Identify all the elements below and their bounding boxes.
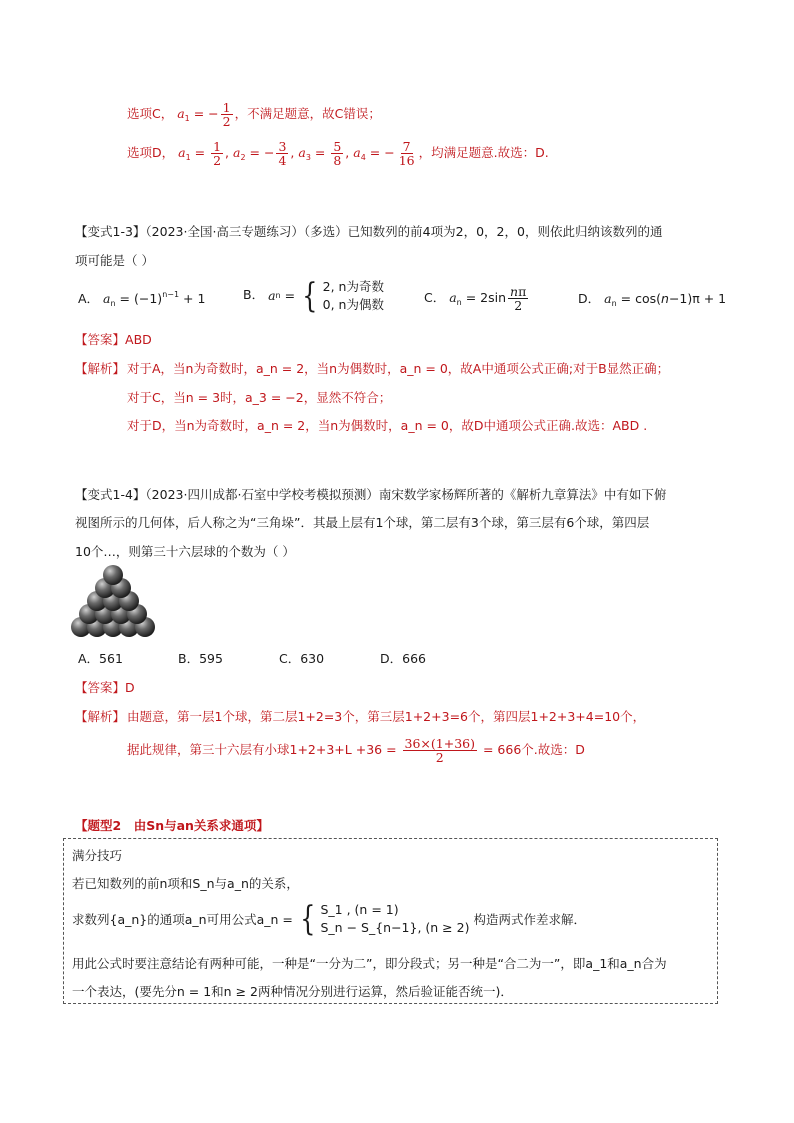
q14-choice-b: B．595 bbox=[178, 651, 223, 666]
q14-title: 【变式1-4】（2023·四川成都·石室中学校考模拟预测）南宋数学家杨辉所著的《解析九章算法》中有如下俯 bbox=[75, 487, 667, 502]
tips-case-2: S_n − S_{n−1}, (n ≥ 2) bbox=[320, 919, 470, 935]
q14-analysis-line-2: 据此规律，第三十六层有小球1+2+3+L +36 = $\frac{36\times(1+36)}{2}$ = 666个.故选：D bbox=[127, 736, 585, 766]
q13-analysis-line-2: 对于C，当n = 3时，a_3 = −2，显然不符合； bbox=[127, 390, 392, 405]
q13-analysis-label: 【解析】 bbox=[75, 361, 126, 376]
option-c-lead: 选项C， bbox=[127, 106, 174, 122]
tips-case-1: S_1 , (n = 1) bbox=[320, 902, 399, 917]
q13-analysis-line-3: 对于D，当n为奇数时，a_n = 2，当n为偶数时，a_n = 0，故D中通项公式正确.故选：ABD . bbox=[127, 418, 648, 433]
q13-case-even: 0, n为偶数 bbox=[322, 296, 384, 312]
option-d-tail: ，均满足题意.故选：D. bbox=[418, 145, 549, 161]
q14-choice-a: A．561 bbox=[78, 651, 123, 666]
section-heading: 【题型2 由Sn与an关系求通项】 bbox=[75, 818, 269, 833]
q13-title: 【变式1-3】（2023·全国·高三专题练习）（多选）已知数列的前4项为2，0，2，0，则依此归纳该数列的通 bbox=[75, 224, 663, 239]
option-c-line: 选项C， $a_1$ = − $\frac{1}{2}$ ，不满足题意，故C错误； bbox=[127, 100, 381, 130]
tips-line-1: 若已知数列的前n项和S_n与a_n的关系， bbox=[72, 876, 299, 891]
q14-choice-c: C．630 bbox=[279, 651, 325, 666]
q13-choice-a: A． $a_n = (-1)^{n-1} + 1$ bbox=[78, 290, 206, 308]
q13-case-odd: 2, n为奇数 bbox=[322, 279, 384, 294]
option-d-lead: 选项D， bbox=[127, 145, 175, 161]
q13-answer-value: ABD bbox=[125, 332, 152, 347]
q14-title-2: 视图所示的几何体，后人称之为“三角垛”．其最上层有1个球，第二层有3个球，第三层有6个球，第四层 bbox=[75, 515, 650, 530]
q13-title-2: 项可能是（ ） bbox=[75, 253, 154, 268]
q14-answer: 【答案】D bbox=[75, 680, 135, 695]
tips-title: 满分技巧 bbox=[72, 848, 123, 863]
q13-choice-c: C． $a_n = 2\sin$ $\frac{n\pi}{2}$ bbox=[424, 284, 527, 314]
option-c-tail: ，不满足题意，故C错误； bbox=[234, 106, 381, 122]
q13-answer: 【答案】ABD bbox=[75, 332, 152, 347]
q13-choice-d: D． $a_n = \cos(n-1)\pi + 1$ bbox=[578, 291, 727, 308]
tips-line-3: 用此公式时要注意结论有两种可能，一种是“一分为二”，即分段式；另一种是“合二为一”，即a_1和a_n合为 bbox=[72, 956, 667, 971]
q14-analysis-label: 【解析】 bbox=[75, 709, 126, 724]
q14-answer-value: D bbox=[125, 680, 135, 695]
tips-line-2: 求数列{a_n}的通项a_n可用公式a_n = { S_1 , (n = 1) S_n − S_{n−1}, (n ≥ 2) 构造两式作差求解． bbox=[72, 898, 586, 939]
option-d-line: 选项D， $a_1$ = $\frac{1}{2}$ , $a_2$ = − $\frac{3}{4}$ , $a_3$ = $\frac{5}{8}$ , $a_4$ = − $\frac{7}{16}$ ，均满足题意.故选：D. bbox=[127, 139, 549, 169]
triangular-pile-image bbox=[70, 564, 156, 640]
q14-title-3: 10个…，则第三十六层球的个数为（ ） bbox=[75, 544, 295, 559]
q13-choice-b: B． a n = { 2, n为奇数 0, n为偶数 bbox=[243, 275, 384, 316]
q14-analysis-line-1: 由题意，第一层1个球，第二层1+2=3个，第三层1+2+3=6个，第四层1+2+3+4=10个， bbox=[127, 709, 646, 724]
tips-line-4: 一个表达，(要先分n = 1和n ≥ 2两种情况分别进行运算，然后验证能否统一)． bbox=[72, 984, 513, 999]
q14-choice-d: D．666 bbox=[380, 651, 426, 666]
q13-analysis-line-1: 对于A，当n为奇数时，a_n = 2，当n为偶数时，a_n = 0，故A中通项公式正确;对于B显然正确； bbox=[127, 361, 670, 376]
